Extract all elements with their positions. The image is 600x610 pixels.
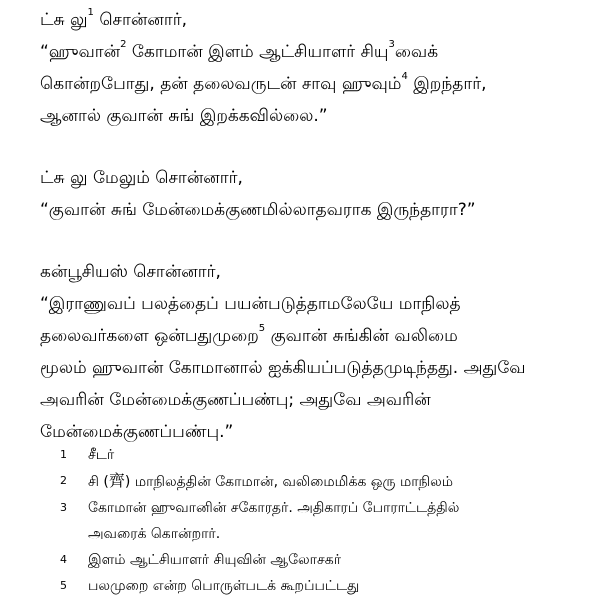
text-line: மூலம் ஹுவான் கோமானால் ஐக்கியப்படுத்தமுடிந்தது. அதுவே bbox=[40, 358, 526, 378]
text-run: குவான் சுங்கின் வலிமை bbox=[265, 326, 458, 346]
paragraph-3 bbox=[40, 256, 590, 448]
text-run: கோமான் இளம் ஆட்சியாளர் சியு bbox=[126, 42, 389, 62]
footnote-number: 1 bbox=[60, 448, 67, 461]
text-line: ஆனால் குவான் சுங் இறக்கவில்லை.” bbox=[40, 106, 328, 126]
text-line bbox=[40, 4, 590, 36]
text-line bbox=[40, 68, 590, 100]
footnote-text: இளம் ஆட்சியாளர் சியுவின் ஆலோசகர் bbox=[88, 552, 342, 568]
footnote-text: பலமுறை என்ற பொருள்படக் கூறப்பட்டது bbox=[88, 578, 360, 594]
footnote-item bbox=[60, 442, 590, 468]
text-line bbox=[40, 320, 590, 352]
footnote-ref: 2 bbox=[120, 39, 127, 50]
footnote-text bbox=[88, 495, 459, 547]
paragraph-2 bbox=[40, 162, 590, 226]
footnote-number: 2 bbox=[60, 474, 67, 487]
footnote-number: 4 bbox=[60, 553, 67, 566]
text-line: “குவான் சுங் மேன்மைக்குணமில்லாதவராக இருந்தாரா?” bbox=[40, 200, 476, 220]
footnote-ref: 4 bbox=[401, 71, 408, 82]
text-run: இறந்தார், bbox=[407, 74, 487, 94]
footnote-item bbox=[60, 495, 590, 547]
text-line: மேன்மைக்குணப்பண்பு.” bbox=[40, 422, 234, 442]
footnote-ref: 5 bbox=[258, 323, 266, 334]
text-run: ) மாநிலத்தின் கோமான், வலிமைமிக்க ஒரு மாநிலம் bbox=[124, 474, 454, 490]
text-run: “ஹுவான் bbox=[40, 42, 121, 62]
footnote-ref: 1 bbox=[87, 7, 94, 18]
footnote-item bbox=[60, 573, 590, 599]
chinese-character: 齊 bbox=[108, 471, 125, 490]
footnote-item bbox=[60, 468, 590, 495]
text-run: வைக் bbox=[394, 42, 439, 62]
footnote-number: 3 bbox=[60, 501, 67, 514]
footnotes bbox=[60, 442, 590, 599]
text-line: அவரின் மேன்மைக்குணப்பண்பு; அதுவே அவரின் bbox=[40, 390, 431, 410]
paragraph-1 bbox=[40, 4, 590, 132]
text-run: கொன்றபோது, தன் தலைவருடன் சாவு ஹுவும் bbox=[40, 74, 402, 94]
text-line bbox=[40, 36, 590, 68]
footnote-text: சீடர் bbox=[88, 447, 115, 463]
footnote-ref: 3 bbox=[388, 39, 395, 50]
text-run: தலைவர்களை ஒன்பதுமுறை bbox=[40, 326, 259, 346]
text-run: கோமான் ஹுவானின் சகோரதர். அதிகாரப் போராட்டத்தில் bbox=[88, 500, 460, 516]
text-line: “இராணுவப் பலத்தைப் பயன்படுத்தாமலேயே மாநிலத் bbox=[40, 294, 461, 314]
text-run: சி ( bbox=[88, 474, 109, 490]
text-line: கன்பூசியஸ் சொன்னார், bbox=[40, 262, 221, 282]
footnote-text bbox=[88, 468, 453, 495]
text-run: அவரைக் கொன்றார். bbox=[88, 526, 221, 542]
footnote-item bbox=[60, 547, 590, 573]
text-run: சொன்னார், bbox=[93, 10, 187, 30]
footnote-number: 5 bbox=[60, 579, 67, 592]
text-run: ட்சு லு bbox=[40, 10, 88, 30]
text-line: ட்சு லு மேலும் சொன்னார், bbox=[40, 168, 243, 188]
